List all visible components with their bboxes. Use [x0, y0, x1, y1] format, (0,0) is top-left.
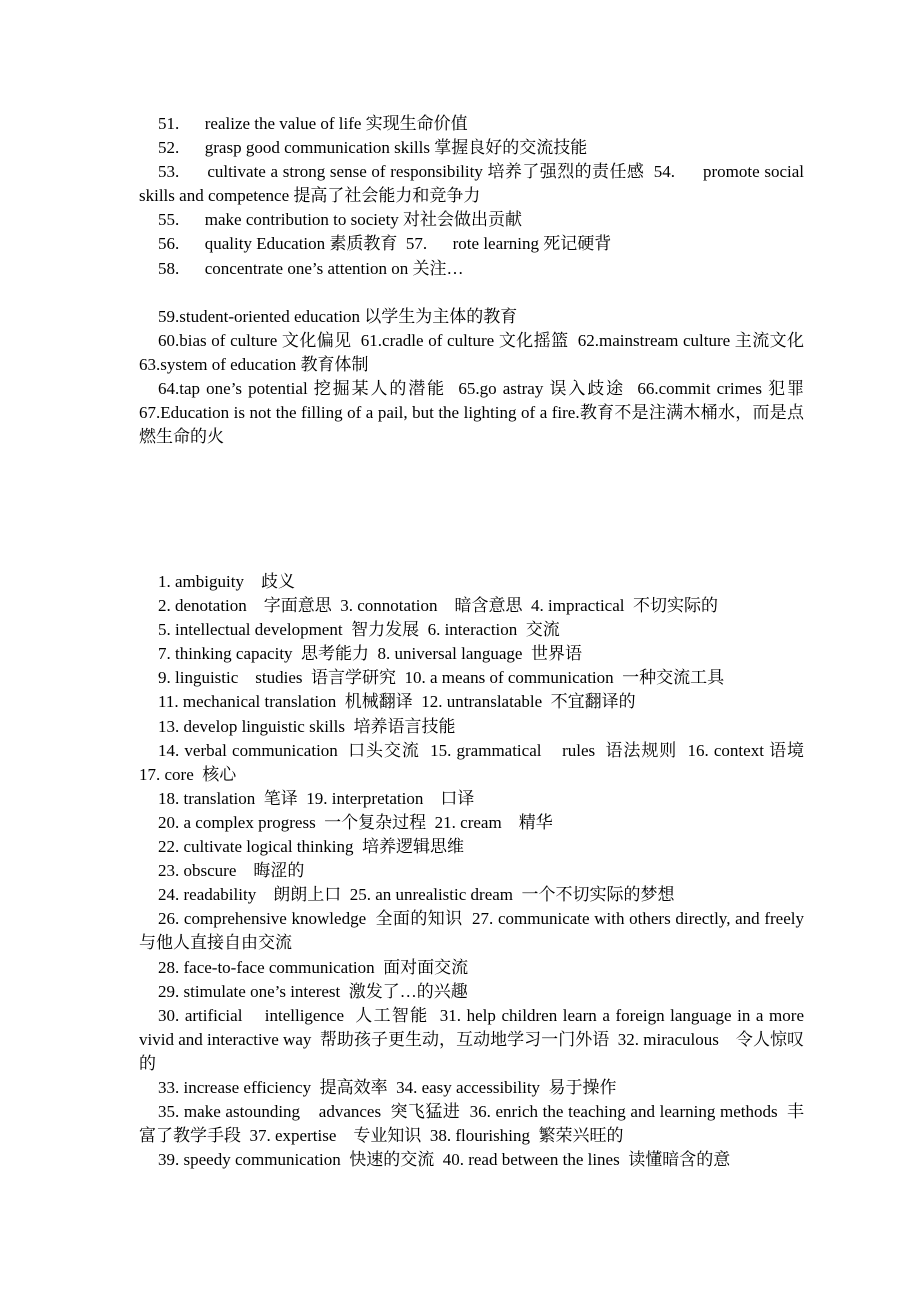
- blank-line: [139, 281, 804, 305]
- vocab-line: 18. translation 笔译 19. interpretation 口译: [158, 788, 475, 808]
- vocab-line: 26. comprehensive knowledge 全面的知识 27. communicate with others directly, and freely 与他人直接自由交流: [139, 909, 813, 953]
- vocab-line: 51. realize the value of life 实现生命价值: [158, 114, 468, 133]
- vocab-line: 60.bias of culture 文化偏见 61.cradle of culture 文化摇篮 62.mainstream culture 主流文化 63.system of education 教育体制: [139, 330, 813, 374]
- vocab-line: 13. develop linguistic skills 培养语言技能: [158, 716, 456, 736]
- vocab-line: 5. intellectual development 智力发展 6. interaction 交流: [158, 620, 560, 640]
- vocab-line: 58. concentrate one’s attention on 关注…: [158, 258, 464, 278]
- vocab-line: 24. readability 朗朗上口 25. an unrealistic dream 一个不切实际的梦想: [158, 885, 675, 905]
- vocab-line: 23. obscure 晦涩的: [158, 861, 305, 881]
- vocab-line: 1. ambiguity 歧义: [158, 572, 295, 591]
- vocab-line: 20. a complex progress 一个复杂过程 21. cream 精华: [158, 812, 553, 832]
- vocab-line: 56. quality Education 素质教育 57. rote learning 死记硬背: [158, 234, 612, 254]
- vocabulary-section-language: [139, 570, 813, 1172]
- vocab-line: 39. speedy communication 快速的交流 40. read between the lines 读懂暗含的意: [158, 1150, 731, 1170]
- vocab-line: 22. cultivate logical thinking 培养逻辑思维: [158, 837, 464, 857]
- vocab-line: 64.tap one’s potential 挖掘某人的潜能 65.go astray 误入歧途 66.commit crimes 犯罪 67.Education is not the filling of a pail, but the lighting of a fire.教育不是注满木桶水，而是点燃生命的火: [139, 378, 813, 447]
- vocab-line: 7. thinking capacity 思考能力 8. universal language 世界语: [158, 644, 582, 664]
- vocab-line: 59.student-oriented education 以学生为主体的教育: [158, 306, 518, 326]
- vocab-line: 29. stimulate one’s interest 激发了…的兴趣: [158, 981, 468, 1001]
- vocab-line: 28. face-to-face communication 面对面交流: [158, 957, 469, 977]
- vocab-line: 35. make astounding advances 突飞猛进 36. enrich the teaching and learning methods 丰富了教学手段 37. expertise 专业知识 38. flourishing 繁荣兴旺的: [139, 1102, 804, 1146]
- vocab-line: 52. grasp good communication skills 掌握良好的交流技能: [158, 138, 588, 158]
- vocab-line: 2. denotation 字面意思 3. connotation 暗含意思 4. impractical 不切实际的: [158, 596, 718, 616]
- vocab-line: 53. cultivate a strong sense of responsibility 培养了强烈的责任感 54. promote social skills and competence 提高了社会能力和竞争力: [139, 162, 809, 206]
- vocab-line: 14. verbal communication 口头交流 15. grammatical rules 语法规则 16. context 语境 17. core 核心: [139, 740, 813, 784]
- vocab-line: 11. mechanical translation 机械翻译 12. untranslatable 不宜翻译的: [158, 692, 636, 712]
- vocabulary-section-culture: [139, 112, 813, 449]
- vocab-line: 33. increase efficiency 提高效率 34. easy accessibility 易于操作: [158, 1077, 617, 1097]
- vocab-line: 9. linguistic studies 语言学研究 10. a means of communication 一种交流工具: [158, 668, 725, 688]
- vocab-line: 30. artificial intelligence 人工智能 31. help children learn a foreign language in a more vivid and interactive way 帮助孩子更生动，互动地学习一门外语 32. miraculous 令人惊叹的: [139, 1005, 809, 1073]
- vocab-line: 55. make contribution to society 对社会做出贡献: [158, 210, 523, 230]
